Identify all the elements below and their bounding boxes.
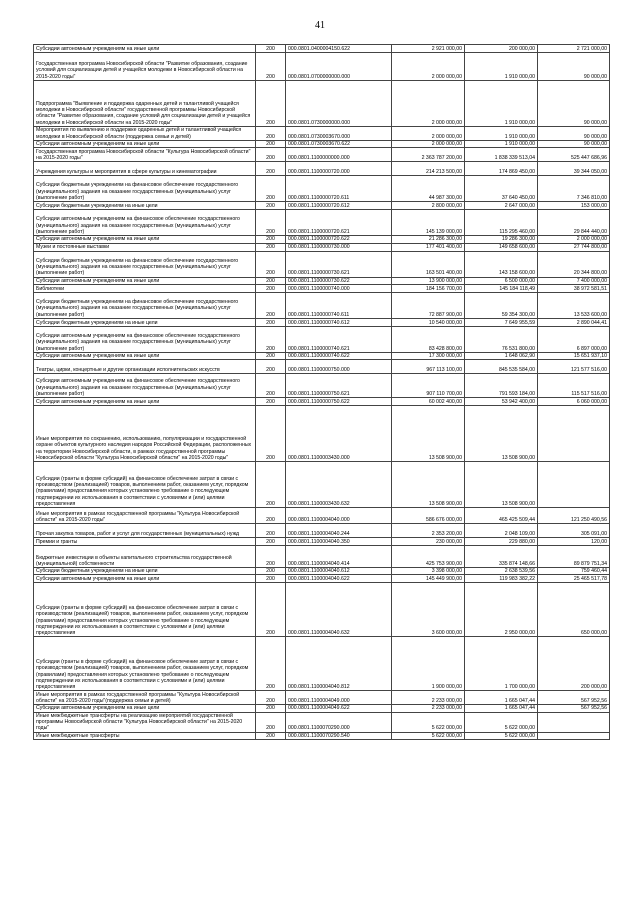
row-approved-amount-cell: 72 887 900,00	[392, 292, 465, 318]
row-name-cell: Иные мероприятия в рамках государственной программы "Культура Новосибирской области" на 2015-2020 годы"(поддержка семьи и детей)	[34, 691, 256, 705]
row-executed-amount-cell: 335 874 148,66	[465, 546, 538, 568]
table-row	[34, 732, 610, 739]
row-line-code-cell: 200	[256, 374, 286, 398]
row-unexecuted-amount-cell: 121 250 490,56	[538, 508, 610, 524]
row-name-cell: Музеи и постоянные выставки	[34, 243, 256, 251]
table-row	[34, 284, 610, 292]
table-row	[34, 141, 610, 148]
row-unexecuted-amount-cell: 2 890 044,41	[538, 318, 610, 326]
row-unexecuted-amount-cell: 90 000,00	[538, 81, 610, 127]
row-executed-amount-cell: 2 647 000,00	[465, 202, 538, 210]
row-executed-amount-cell: 13 508 900,00	[465, 406, 538, 462]
row-approved-amount-cell: 3 600 000,00	[392, 583, 465, 637]
row-unexecuted-amount-cell: 20 344 800,00	[538, 251, 610, 277]
row-line-code-cell: 200	[256, 318, 286, 326]
row-classification-code-cell: 000.0801.1100004049.622	[286, 705, 392, 712]
row-classification-code-cell: 000.0801.0730003670.622	[286, 141, 392, 148]
row-classification-code-cell: 000.0801.1100000740.612	[286, 318, 392, 326]
row-executed-amount-cell: 76 531 800,00	[465, 326, 538, 352]
row-line-code-cell: 200	[256, 326, 286, 352]
row-line-code-cell: 200	[256, 210, 286, 236]
table-row	[34, 712, 610, 732]
row-approved-amount-cell: 145 449 900,00	[392, 575, 465, 583]
row-line-code-cell: 200	[256, 162, 286, 176]
row-classification-code-cell: 000.0801.1100004040.812	[286, 637, 392, 691]
row-classification-code-cell: 000.0801.1100004049.000	[286, 691, 392, 705]
row-unexecuted-amount-cell: 90 000,00	[538, 141, 610, 148]
row-approved-amount-cell: 5 622 000,00	[392, 732, 465, 739]
row-name-cell: Бюджетные инвестиции в объекты капитального строительства государственной (муниципальной) собственности	[34, 546, 256, 568]
row-approved-amount-cell: 2 921 000,00	[392, 45, 465, 53]
row-executed-amount-cell: 465 425 509,44	[465, 508, 538, 524]
table-row	[34, 127, 610, 141]
row-executed-amount-cell: 5 622 000,00	[465, 732, 538, 739]
row-approved-amount-cell: 13 508 900,00	[392, 406, 465, 462]
row-classification-code-cell: 000.0801.0700000000.000	[286, 53, 392, 81]
row-name-cell: Театры, цирки, концертные и другие организации исполнительских искусств	[34, 360, 256, 374]
row-approved-amount-cell: 13 508 900,00	[392, 462, 465, 508]
row-executed-amount-cell: 1 910 000,00	[465, 127, 538, 141]
row-line-code-cell: 200	[256, 176, 286, 202]
row-approved-amount-cell: 2 000 000,00	[392, 141, 465, 148]
row-executed-amount-cell: 1 910 000,00	[465, 141, 538, 148]
row-line-code-cell: 200	[256, 398, 286, 406]
row-unexecuted-amount-cell	[538, 732, 610, 739]
table-row	[34, 374, 610, 398]
row-approved-amount-cell: 967 113 100,00	[392, 360, 465, 374]
row-name-cell: Субсидии автономным учреждениям на финансовое обеспечение государственного (муниципального) задания на оказание государственных (муниципальных) услуг (выполнение работ)	[34, 210, 256, 236]
row-line-code-cell: 200	[256, 637, 286, 691]
row-classification-code-cell: 000.0801.1100000730.000	[286, 243, 392, 251]
row-line-code-cell: 200	[256, 45, 286, 53]
table-row	[34, 53, 610, 81]
row-unexecuted-amount-cell: 89 879 751,34	[538, 546, 610, 568]
row-name-cell: Премии и гранты	[34, 538, 256, 546]
row-name-cell: Субсидии автономным учреждениям на финансовое обеспечение государственного (муниципального) задания на оказание государственных (муниципальных) услуг (выполнение работ)	[34, 326, 256, 352]
row-name-cell: Субсидии автономным учреждениям на иные цели	[34, 398, 256, 406]
row-unexecuted-amount-cell: 567 952,56	[538, 691, 610, 705]
row-approved-amount-cell: 2 353 200,00	[392, 524, 465, 538]
row-approved-amount-cell: 163 501 400,00	[392, 251, 465, 277]
row-approved-amount-cell: 2 233 000,00	[392, 691, 465, 705]
row-classification-code-cell: 000.0801.1100000720.611	[286, 176, 392, 202]
table-row	[34, 691, 610, 705]
row-executed-amount-cell: 1 910 000,00	[465, 81, 538, 127]
row-name-cell: Иные мероприятия в рамках государственной программы "Культура Новосибирской области" на 2015-2020 годы"	[34, 508, 256, 524]
table-row	[34, 583, 610, 637]
table-row	[34, 462, 610, 508]
row-classification-code-cell: 000.0801.1100004040.000	[286, 508, 392, 524]
row-unexecuted-amount-cell: 90 000,00	[538, 127, 610, 141]
row-line-code-cell: 200	[256, 277, 286, 284]
table-row	[34, 538, 610, 546]
row-executed-amount-cell: 6 500 000,00	[465, 277, 538, 284]
row-approved-amount-cell: 83 428 800,00	[392, 326, 465, 352]
row-line-code-cell: 200	[256, 292, 286, 318]
row-approved-amount-cell: 2 363 787 200,00	[392, 148, 465, 162]
table-row	[34, 524, 610, 538]
row-unexecuted-amount-cell	[538, 462, 610, 508]
row-unexecuted-amount-cell: 525 447 686,96	[538, 148, 610, 162]
row-unexecuted-amount-cell: 759 460,44	[538, 568, 610, 575]
row-approved-amount-cell: 1 900 000,00	[392, 637, 465, 691]
table-row	[34, 326, 610, 352]
row-executed-amount-cell: 5 622 000,00	[465, 712, 538, 732]
row-line-code-cell: 200	[256, 202, 286, 210]
row-classification-code-cell: 000.0801.1100004040.622	[286, 575, 392, 583]
row-line-code-cell: 200	[256, 575, 286, 583]
row-unexecuted-amount-cell: 29 844 440,00	[538, 210, 610, 236]
row-unexecuted-amount-cell: 200 000,00	[538, 637, 610, 691]
row-unexecuted-amount-cell: 6 060 000,00	[538, 398, 610, 406]
table-row	[34, 277, 610, 284]
row-classification-code-cell: 000.0801.1100000740.000	[286, 284, 392, 292]
row-executed-amount-cell: 53 942 400,00	[465, 398, 538, 406]
row-unexecuted-amount-cell: 15 651 937,10	[538, 352, 610, 359]
row-unexecuted-amount-cell: 7 400 000,00	[538, 277, 610, 284]
row-approved-amount-cell: 2 800 000,00	[392, 202, 465, 210]
row-executed-amount-cell: 2 048 109,00	[465, 524, 538, 538]
table-row	[34, 202, 610, 210]
budget-execution-table	[33, 44, 610, 740]
table-row	[34, 360, 610, 374]
row-line-code-cell: 200	[256, 524, 286, 538]
row-unexecuted-amount-cell	[538, 406, 610, 462]
row-name-cell: Субсидии (гранты в форме субсидий) на финансовое обеспечение затрат в связи с производством (реализацией) товаров, выполнением работ, оказанием услуг, порядком (правилами) предоставления которых установлено требование о последующем подтверждении их использования в соответствии с условиями и (или) целями предоставления	[34, 462, 256, 508]
row-unexecuted-amount-cell: 90 000,00	[538, 53, 610, 81]
row-name-cell: Субсидии автономным учреждениям на иные цели	[34, 705, 256, 712]
row-classification-code-cell: 000.0801.1100000720.612	[286, 202, 392, 210]
row-unexecuted-amount-cell: 39 344 050,00	[538, 162, 610, 176]
table-row	[34, 176, 610, 202]
row-line-code-cell: 200	[256, 462, 286, 508]
row-executed-amount-cell: 143 158 600,00	[465, 251, 538, 277]
table-row	[34, 251, 610, 277]
row-approved-amount-cell: 10 540 000,00	[392, 318, 465, 326]
row-line-code-cell: 200	[256, 546, 286, 568]
row-name-cell: Субсидии бюджетным учреждениям на финансовое обеспечение государственного (муниципального) задания на оказание государственных (муниципальных) услуг (выполнение работ)	[34, 251, 256, 277]
row-name-cell: Государственная программа Новосибирской области "Культура Новосибирской области" на 2015-2020 годы"	[34, 148, 256, 162]
row-executed-amount-cell: 791 593 184,00	[465, 374, 538, 398]
row-classification-code-cell: 000.0801.1100000730.621	[286, 251, 392, 277]
row-unexecuted-amount-cell: 2 000 000,00	[538, 236, 610, 243]
row-line-code-cell: 200	[256, 81, 286, 127]
row-line-code-cell: 200	[256, 568, 286, 575]
row-name-cell: Субсидии автономным учреждениям на иные цели	[34, 277, 256, 284]
row-executed-amount-cell: 13 508 900,00	[465, 462, 538, 508]
table-row	[34, 243, 610, 251]
row-approved-amount-cell: 177 401 400,00	[392, 243, 465, 251]
row-executed-amount-cell: 2 950 000,00	[465, 583, 538, 637]
row-executed-amount-cell: 1 665 047,44	[465, 705, 538, 712]
row-approved-amount-cell: 184 156 700,00	[392, 284, 465, 292]
table-row	[34, 210, 610, 236]
row-executed-amount-cell: 1 910 000,00	[465, 53, 538, 81]
row-unexecuted-amount-cell: 121 577 516,00	[538, 360, 610, 374]
row-line-code-cell: 200	[256, 538, 286, 546]
row-name-cell: Подпрограмма "Выявление и поддержка одаренных детей и талантливой учащейся молодежи в Новосибирской области" государственной программы Новосибирской области "Развитие образования, создание условий для социализации детей и учащейся молодежи в Новосибирской области на 2015-2020 годы"	[34, 81, 256, 127]
table-row	[34, 705, 610, 712]
row-approved-amount-cell: 17 300 000,00	[392, 352, 465, 359]
row-line-code-cell: 200	[256, 705, 286, 712]
row-line-code-cell: 200	[256, 243, 286, 251]
row-name-cell: Субсидии бюджетным учреждениям на иные цели	[34, 318, 256, 326]
row-executed-amount-cell: 1 838 339 513,04	[465, 148, 538, 162]
row-name-cell: Субсидии автономным учреждениям на финансовое обеспечение государственного (муниципального) задания на оказание государственных (муниципальных) услуг (выполнение работ)	[34, 374, 256, 398]
row-classification-code-cell: 000.0801.0730000000.000	[286, 81, 392, 127]
row-line-code-cell: 200	[256, 141, 286, 148]
table-row	[34, 318, 610, 326]
row-line-code-cell: 200	[256, 583, 286, 637]
row-classification-code-cell: 000.0801.1100000720.000	[286, 162, 392, 176]
row-classification-code-cell: 000.0801.1100000750.621	[286, 374, 392, 398]
row-name-cell: Субсидии (гранты в форме субсидий) на финансовое обеспечение затрат в связи с производством (реализацией) товаров, выполнением работ, оказанием услуг, порядком (правилами) предоставления которых установлено требование о последующем подтверждении их использования в соответствии с условиями и (или) целями предоставления	[34, 583, 256, 637]
row-approved-amount-cell: 21 286 300,00	[392, 236, 465, 243]
row-classification-code-cell: 000.0801.1100070290.000	[286, 712, 392, 732]
row-executed-amount-cell: 174 869 450,00	[465, 162, 538, 176]
row-name-cell: Субсидии бюджетным учреждениям на финансовое обеспечение государственного (муниципального) задания на оказание государственных (муниципальных) услуг (выполнение работ)	[34, 176, 256, 202]
row-name-cell: Субсидии автономным учреждениям на иные цели	[34, 236, 256, 243]
row-unexecuted-amount-cell	[538, 712, 610, 732]
row-line-code-cell: 200	[256, 251, 286, 277]
row-executed-amount-cell: 1 665 047,44	[465, 691, 538, 705]
row-unexecuted-amount-cell: 25 465 517,78	[538, 575, 610, 583]
row-classification-code-cell: 000.0801.0400004150.622	[286, 45, 392, 53]
table-row	[34, 568, 610, 575]
row-line-code-cell: 200	[256, 127, 286, 141]
row-classification-code-cell: 000.0801.1100000750.000	[286, 360, 392, 374]
row-executed-amount-cell: 149 658 600,00	[465, 243, 538, 251]
row-line-code-cell: 200	[256, 406, 286, 462]
row-name-cell: Субсидии автономным учреждениям на иные цели	[34, 141, 256, 148]
page-number: 41	[315, 20, 325, 31]
row-name-cell: Библиотеки	[34, 284, 256, 292]
row-line-code-cell: 200	[256, 712, 286, 732]
row-executed-amount-cell: 19 286 300,00	[465, 236, 538, 243]
row-line-code-cell: 200	[256, 236, 286, 243]
row-classification-code-cell: 000.0801.1100004040.350	[286, 538, 392, 546]
row-approved-amount-cell: 3 398 000,00	[392, 568, 465, 575]
row-classification-code-cell: 000.0801.1100000740.611	[286, 292, 392, 318]
row-approved-amount-cell: 2 000 000,00	[392, 127, 465, 141]
row-classification-code-cell: 000.0801.1100003430.632	[286, 462, 392, 508]
table-row	[34, 45, 610, 53]
row-approved-amount-cell: 2 233 000,00	[392, 705, 465, 712]
row-unexecuted-amount-cell: 27 744 800,00	[538, 243, 610, 251]
row-approved-amount-cell: 425 753 900,00	[392, 546, 465, 568]
row-approved-amount-cell: 230 000,00	[392, 538, 465, 546]
table-row	[34, 546, 610, 568]
row-unexecuted-amount-cell: 305 091,00	[538, 524, 610, 538]
row-line-code-cell: 200	[256, 352, 286, 359]
row-name-cell: Субсидии автономным учреждениям на иные цели	[34, 575, 256, 583]
table-row	[34, 236, 610, 243]
row-classification-code-cell: 000.0801.1100004040.244	[286, 524, 392, 538]
row-name-cell: Учреждения культуры и мероприятия в сфере культуры и кинематографии	[34, 162, 256, 176]
row-classification-code-cell: 000.0801.1100000000.000	[286, 148, 392, 162]
row-approved-amount-cell: 2 000 000,00	[392, 53, 465, 81]
row-executed-amount-cell: 59 354 300,00	[465, 292, 538, 318]
row-executed-amount-cell: 1 648 062,90	[465, 352, 538, 359]
row-name-cell: Субсидии бюджетным учреждениям на иные цели	[34, 568, 256, 575]
table-row	[34, 575, 610, 583]
row-name-cell: Иные мероприятия по сохранению, использованию, популяризации и государственной охране объектов культурного наследия народов Российской Федерации, расположенных на территории Новосибирской области, в рамках государственной программы Новосибирской области "Культура Новосибирской области" на 2015-2020 годы"	[34, 406, 256, 462]
row-approved-amount-cell: 586 676 000,00	[392, 508, 465, 524]
row-classification-code-cell: 000.0801.1100000740.622	[286, 352, 392, 359]
row-name-cell: Мероприятия по выявлению и поддержке одаренных детей и талантливой учащейся молодежи в Новосибирской области (поддержка семьи и детей)	[34, 127, 256, 141]
row-unexecuted-amount-cell: 6 897 000,00	[538, 326, 610, 352]
row-unexecuted-amount-cell: 153 000,00	[538, 202, 610, 210]
row-classification-code-cell: 000.0801.1100070290.540	[286, 732, 392, 739]
row-name-cell: Субсидии автономным учреждениям на иные цели	[34, 352, 256, 359]
row-unexecuted-amount-cell: 2 721 000,00	[538, 45, 610, 53]
row-name-cell: Иные межбюджетные трансферты	[34, 732, 256, 739]
row-executed-amount-cell: 115 295 460,00	[465, 210, 538, 236]
table-row	[34, 148, 610, 162]
row-executed-amount-cell: 229 880,00	[465, 538, 538, 546]
row-approved-amount-cell: 214 213 500,00	[392, 162, 465, 176]
row-line-code-cell: 200	[256, 508, 286, 524]
row-unexecuted-amount-cell: 115 517 516,00	[538, 374, 610, 398]
row-executed-amount-cell: 200 000,00	[465, 45, 538, 53]
row-executed-amount-cell: 2 638 539,56	[465, 568, 538, 575]
row-name-cell: Субсидии автономным учреждениям на иные цели	[34, 45, 256, 53]
table-row	[34, 292, 610, 318]
row-approved-amount-cell: 44 987 300,00	[392, 176, 465, 202]
row-executed-amount-cell: 145 184 118,49	[465, 284, 538, 292]
row-unexecuted-amount-cell: 650 000,00	[538, 583, 610, 637]
row-executed-amount-cell: 119 983 382,22	[465, 575, 538, 583]
row-line-code-cell: 200	[256, 360, 286, 374]
row-unexecuted-amount-cell: 13 533 600,00	[538, 292, 610, 318]
row-executed-amount-cell: 37 640 450,00	[465, 176, 538, 202]
row-name-cell: Субсидии бюджетным учреждениям на финансовое обеспечение государственного (муниципального) задания на оказание государственных (муниципальных) услуг (выполнение работ)	[34, 292, 256, 318]
row-line-code-cell: 200	[256, 53, 286, 81]
row-approved-amount-cell: 13 900 000,00	[392, 277, 465, 284]
row-line-code-cell: 200	[256, 148, 286, 162]
table-row	[34, 398, 610, 406]
table-row	[34, 508, 610, 524]
table-row	[34, 352, 610, 359]
row-approved-amount-cell: 907 110 700,00	[392, 374, 465, 398]
row-executed-amount-cell: 845 535 584,00	[465, 360, 538, 374]
row-name-cell: Субсидии бюджетным учреждениям на иные цели	[34, 202, 256, 210]
row-name-cell: Прочая закупка товаров, работ и услуг для государственных (муниципальных) нужд	[34, 524, 256, 538]
row-classification-code-cell: 000.0801.1100000740.621	[286, 326, 392, 352]
row-classification-code-cell: 000.0801.1100004040.612	[286, 568, 392, 575]
row-classification-code-cell: 000.0801.1100000730.622	[286, 277, 392, 284]
row-classification-code-cell: 000.0801.1100000720.622	[286, 236, 392, 243]
row-line-code-cell: 200	[256, 284, 286, 292]
row-approved-amount-cell: 5 622 000,00	[392, 712, 465, 732]
row-name-cell: Государственная программа Новосибирской области "Развитие образования, создание условий для социализации детей и учащейся молодежи в Новосибирской области на 2015-2020 годы"	[34, 53, 256, 81]
table-row	[34, 406, 610, 462]
row-classification-code-cell: 000.0801.1100000750.622	[286, 398, 392, 406]
row-line-code-cell: 200	[256, 732, 286, 739]
row-unexecuted-amount-cell: 567 952,56	[538, 705, 610, 712]
row-classification-code-cell: 000.0801.1100000720.621	[286, 210, 392, 236]
row-classification-code-cell: 000.0801.1100004040.414	[286, 546, 392, 568]
table-row	[34, 81, 610, 127]
row-classification-code-cell: 000.0801.1100004040.632	[286, 583, 392, 637]
row-approved-amount-cell: 2 000 000,00	[392, 81, 465, 127]
row-classification-code-cell: 000.0801.0730003670.000	[286, 127, 392, 141]
row-unexecuted-amount-cell: 38 972 581,51	[538, 284, 610, 292]
row-executed-amount-cell: 1 700 000,00	[465, 637, 538, 691]
row-approved-amount-cell: 60 002 400,00	[392, 398, 465, 406]
table-row	[34, 162, 610, 176]
row-approved-amount-cell: 145 139 000,00	[392, 210, 465, 236]
table-row	[34, 637, 610, 691]
row-unexecuted-amount-cell: 120,00	[538, 538, 610, 546]
row-unexecuted-amount-cell: 7 346 810,00	[538, 176, 610, 202]
row-line-code-cell: 200	[256, 691, 286, 705]
row-name-cell: Субсидии (гранты в форме субсидий) на финансовое обеспечение затрат в связи с производством (реализацией) товаров, выполнением работ, оказанием услуг, порядком (правилами) предоставления которых установлено требование о последующем подтверждении их использования в соответствии с условиями и (или) целями предоставления	[34, 637, 256, 691]
row-classification-code-cell: 000.0801.1100003430.000	[286, 406, 392, 462]
row-name-cell: Иные межбюджетные трансферты на реализацию мероприятий государственной программы Новосибирской области "Культура Новосибирской области" на 2015-2020 годы"	[34, 712, 256, 732]
row-executed-amount-cell: 7 649 955,59	[465, 318, 538, 326]
